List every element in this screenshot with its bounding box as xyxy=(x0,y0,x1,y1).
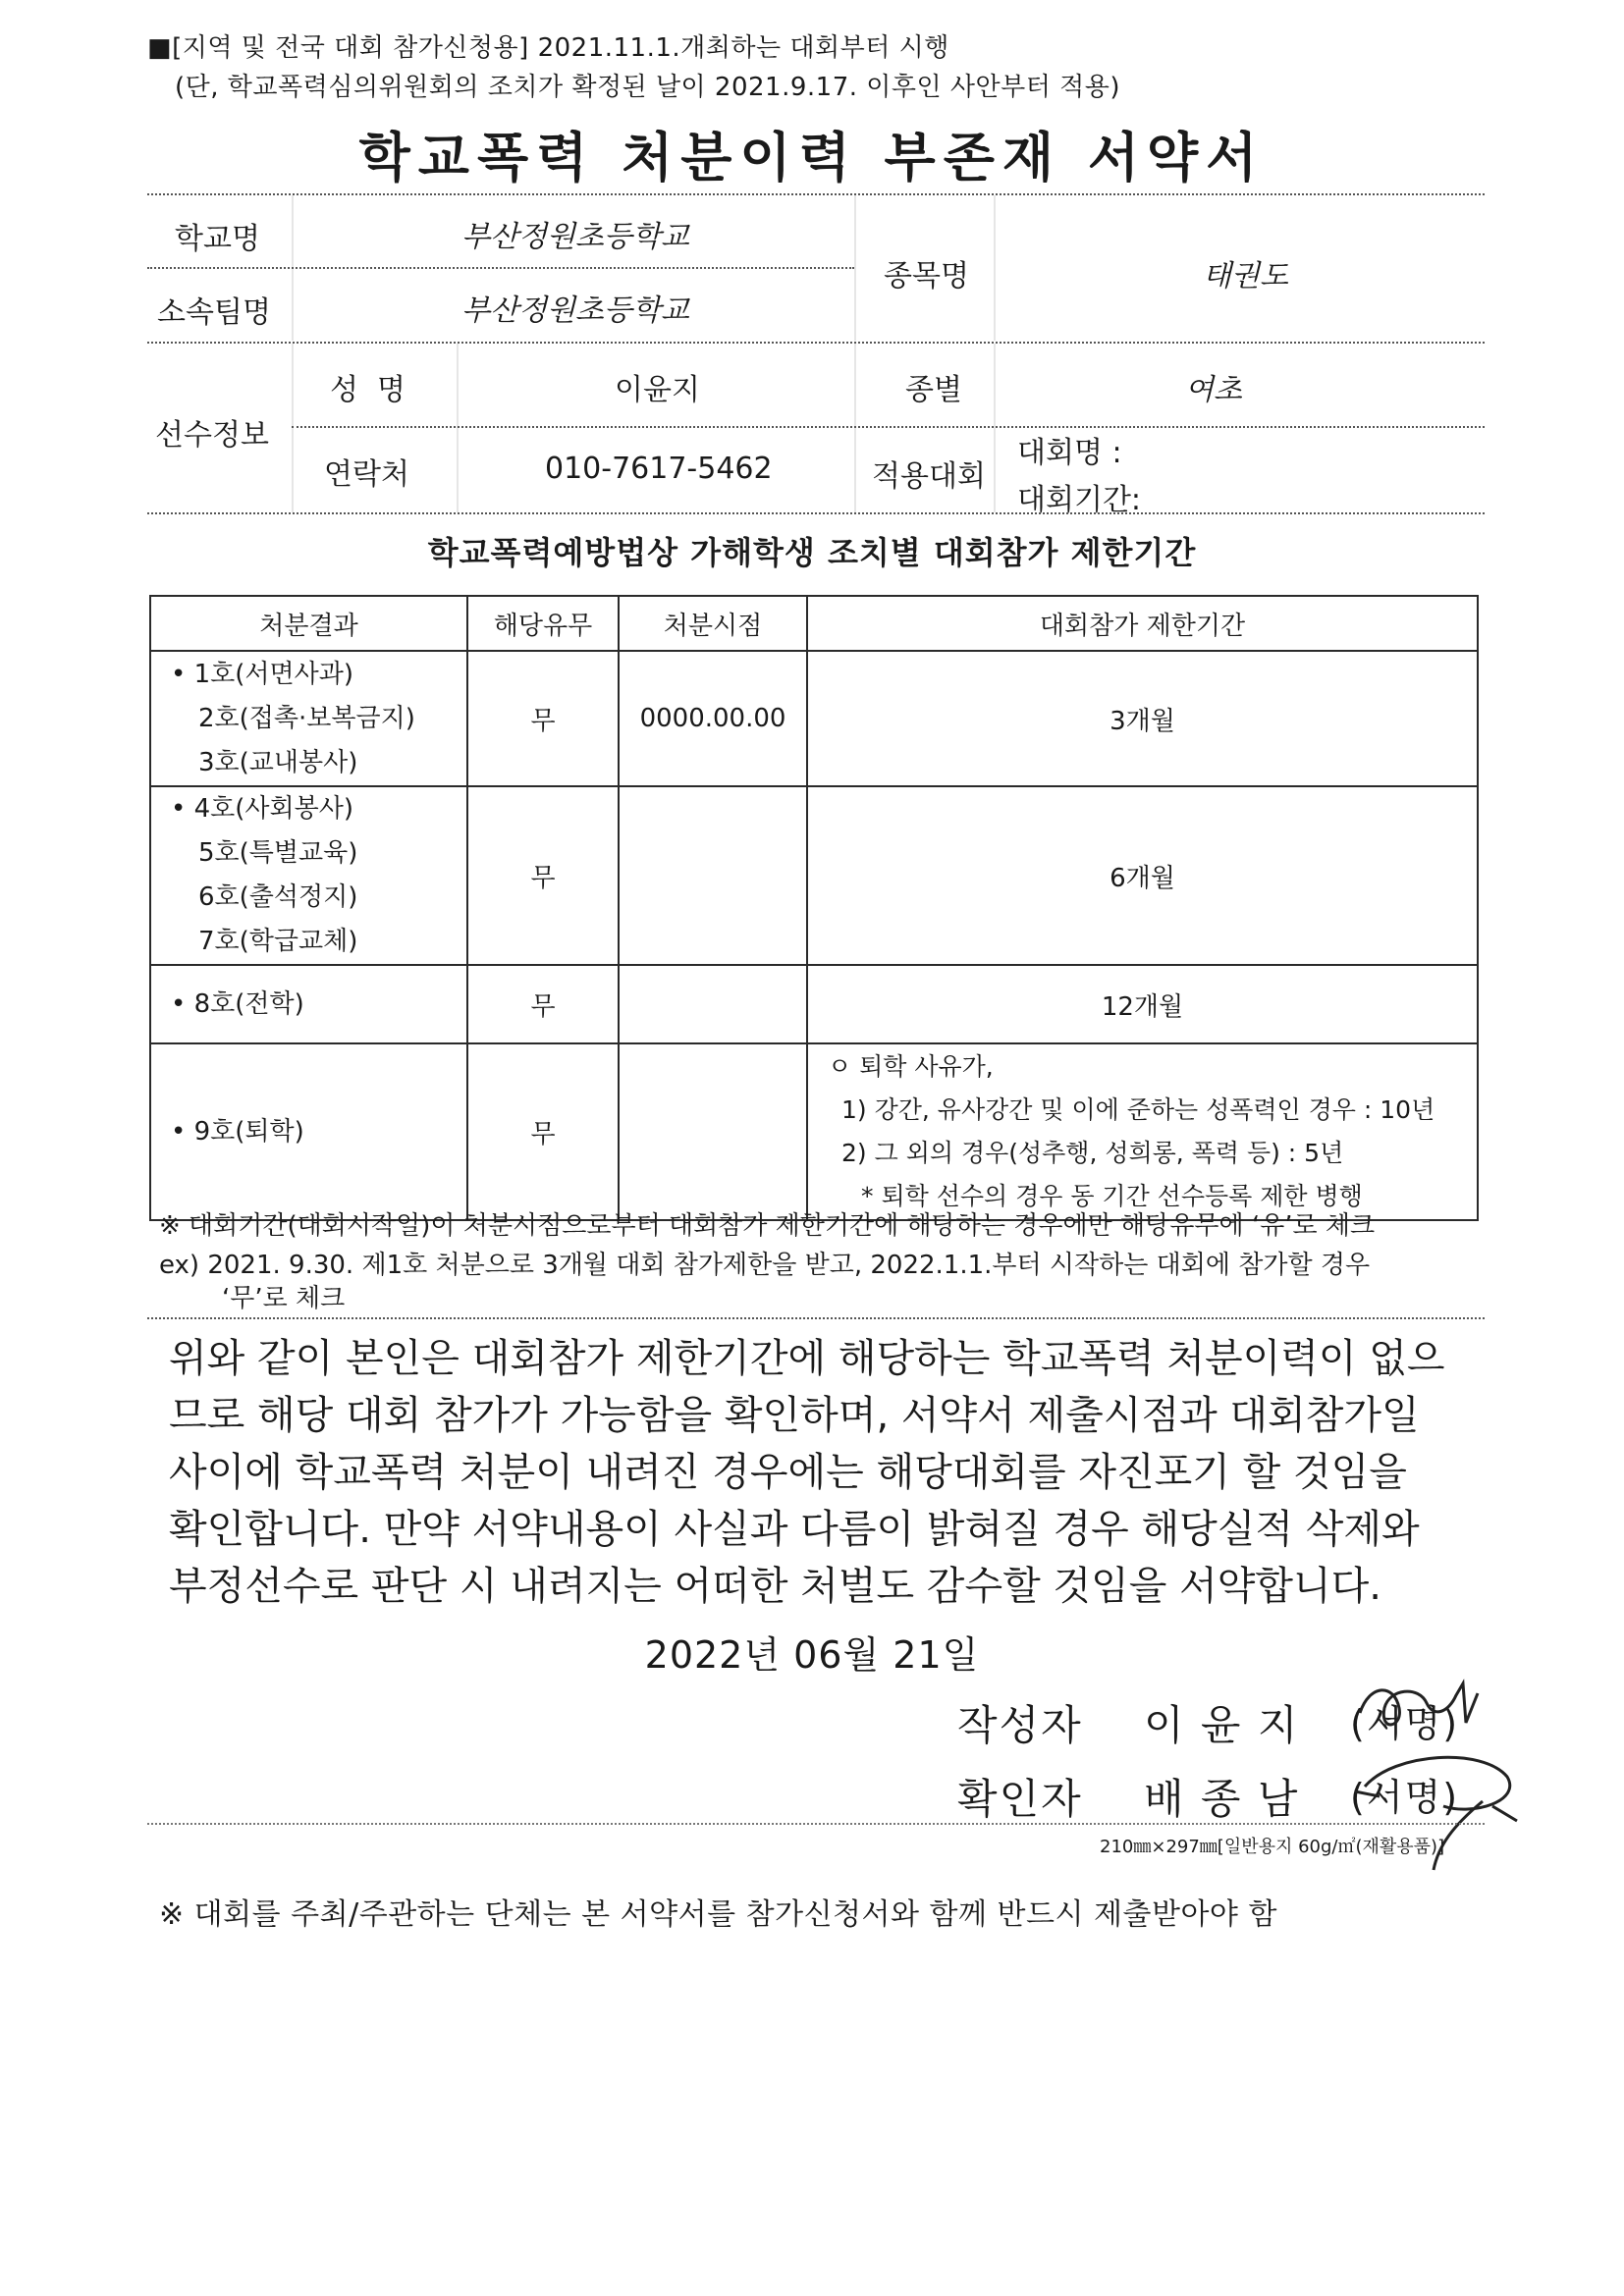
gender-label: 종별 xyxy=(905,373,962,407)
date-cell xyxy=(619,786,807,965)
restriction-subtitle: 학교폭력예방법상 가해학생 조치별 대회참가 제한기간 xyxy=(427,534,1197,571)
table-header-row xyxy=(150,596,1478,651)
disposition-cell xyxy=(150,965,467,1043)
period-line: 1) 강간, 유사강간 및 이에 준하는 성폭력인 경우 : 10년 xyxy=(841,1095,1435,1124)
period-cell: 6개월 xyxy=(807,786,1478,965)
statement-line: 위와 같이 본인은 대회참가 제한기간에 해당하는 학교폭력 처분이력이 없으 xyxy=(169,1336,1445,1381)
date-cell xyxy=(619,965,807,1043)
disposition-item: • 4호(사회봉사) xyxy=(171,794,354,824)
disposition-item: 5호(특별교육) xyxy=(198,838,358,868)
athlete-label: 선수정보 xyxy=(155,418,269,453)
disposition-item: • 8호(전학) xyxy=(171,988,304,1019)
name-label: 성 명 xyxy=(330,373,406,407)
applicable-cell: 무 xyxy=(467,786,619,965)
gender-value: 여초 xyxy=(1185,373,1242,407)
competition-label: 적용대회 xyxy=(872,459,986,494)
divider xyxy=(292,426,1485,428)
disposition-item: 3호(교내봉사) xyxy=(198,747,358,777)
team-label: 소속팀명 xyxy=(157,295,271,330)
confirmer-sign-mark: (서명) xyxy=(1350,1776,1460,1819)
school-label: 학교명 xyxy=(175,222,260,256)
disposition-cell xyxy=(150,786,467,965)
period-cell xyxy=(807,1043,1478,1220)
divider xyxy=(147,267,854,269)
note-line-3: ‘무’로 체크 xyxy=(222,1284,346,1313)
pledge-statement xyxy=(169,1330,1485,1615)
event-value: 태권도 xyxy=(1203,259,1288,294)
disposition-cell xyxy=(150,651,467,786)
period-cell: 3개월 xyxy=(807,651,1478,786)
competition-period-label: 대회기간: xyxy=(1017,483,1142,517)
note-line-1: ※ 대회기간(대회시작일)이 처분시점으로부터 대회참가 제한기간에 해당하는 경우에만 해당유무에 ‘유’로 체크 xyxy=(159,1211,1376,1241)
name-value: 이윤지 xyxy=(615,373,700,407)
writer-signature-icon xyxy=(1340,1674,1507,1752)
applicable-cell: 무 xyxy=(467,965,619,1043)
pledge-date: 2022년 06월 21일 xyxy=(644,1633,980,1677)
divider xyxy=(854,344,856,512)
paper-spec: 210㎜×297㎜[일반용지 60g/㎡(재활용품)] xyxy=(1100,1837,1445,1857)
header-date: 처분시점 xyxy=(619,596,807,651)
disposition-item: 6호(출석정지) xyxy=(198,882,358,912)
period-cell: 12개월 xyxy=(807,965,1478,1043)
disposition-item: 2호(접촉·보복금지) xyxy=(198,703,415,733)
statement-line: 사이에 학교폭력 처분이 내려진 경우에는 해당대회를 자진포기 할 것임을 xyxy=(169,1450,1407,1495)
divider xyxy=(994,344,996,512)
disposition-item: 7호(학급교체) xyxy=(198,927,358,956)
table-row xyxy=(150,965,1478,1043)
table-row xyxy=(150,786,1478,965)
header-applicable: 해당유무 xyxy=(467,596,619,651)
divider xyxy=(147,1823,1485,1825)
note-line-2: ex) 2021. 9.30. 제1호 처분으로 3개월 대회 참가제한을 받고, 2022.1.1.부터 시작하는 대회에 참가할 경우 xyxy=(159,1251,1371,1280)
footer-note: ※ 대회를 주최/주관하는 단체는 본 서약서를 참가신청서와 함께 반드시 제출받아야 함 xyxy=(159,1897,1277,1932)
disposition-item: • 1호(서면사과) xyxy=(171,659,354,689)
confirmer-name: 배 종 남 xyxy=(1144,1775,1300,1823)
divider xyxy=(854,195,856,341)
statement-line: 확인합니다. 만약 서약내용이 사실과 다름이 밝혀질 경우 해당실적 삭제와 xyxy=(169,1507,1420,1552)
restriction-table xyxy=(149,595,1479,1221)
table-row xyxy=(150,651,1478,786)
period-line: * 퇴학 선수의 경우 동 기간 선수등록 제한 병행 xyxy=(861,1182,1363,1210)
writer-sign-mark: (서명) xyxy=(1350,1702,1460,1745)
contact-value: 010-7617-5462 xyxy=(545,452,773,486)
notice-line-1: ■[지역 및 전국 대회 참가신청용] 2021.11.1.개최하는 대회부터 시행 xyxy=(147,33,949,63)
competition-name-label: 대회명 : xyxy=(1017,436,1122,470)
disposition-item: • 9호(퇴학) xyxy=(171,1116,304,1147)
school-value: 부산정원초등학교 xyxy=(461,220,689,254)
applicable-cell: 무 xyxy=(467,651,619,786)
confirmer-label: 확인자 xyxy=(957,1775,1083,1823)
date-cell xyxy=(619,1043,807,1220)
divider xyxy=(457,344,459,512)
disposition-cell xyxy=(150,1043,467,1220)
table-row xyxy=(150,1043,1478,1220)
divider xyxy=(994,195,996,341)
statement-line: 부정선수로 판단 시 내려지는 어떠한 처벌도 감수할 것임을 서약합니다. xyxy=(169,1564,1381,1609)
period-line: 2) 그 외의 경우(성추행, 성희롱, 폭력 등) : 5년 xyxy=(841,1139,1344,1167)
event-label: 종목명 xyxy=(884,259,969,294)
header-period: 대회참가 제한기간 xyxy=(807,596,1478,651)
writer-label: 작성자 xyxy=(957,1701,1083,1749)
header-result: 처분결과 xyxy=(150,596,467,651)
applicable-cell: 무 xyxy=(467,1043,619,1220)
document-title: 학교폭력 처분이력 부존재 서약서 xyxy=(358,127,1266,188)
date-cell: 0000.00.00 xyxy=(619,651,807,786)
divider xyxy=(147,1317,1485,1319)
divider xyxy=(147,512,1485,514)
divider xyxy=(147,342,1485,344)
contact-label: 연락처 xyxy=(324,457,409,492)
team-value: 부산정원초등학교 xyxy=(461,294,689,328)
writer-name: 이 윤 지 xyxy=(1144,1701,1300,1749)
notice-line-2: (단, 학교폭력심의위원회의 조치가 확정된 날이 2021.9.17. 이후인 사안부터 적용) xyxy=(175,73,1121,102)
divider xyxy=(292,344,294,512)
divider xyxy=(147,193,1485,195)
statement-line: 므로 해당 대회 참가가 가능함을 확인하며, 서약서 제출시점과 대회참가일 xyxy=(169,1393,1420,1438)
period-line: ㅇ 퇴학 사유가, xyxy=(828,1052,994,1081)
